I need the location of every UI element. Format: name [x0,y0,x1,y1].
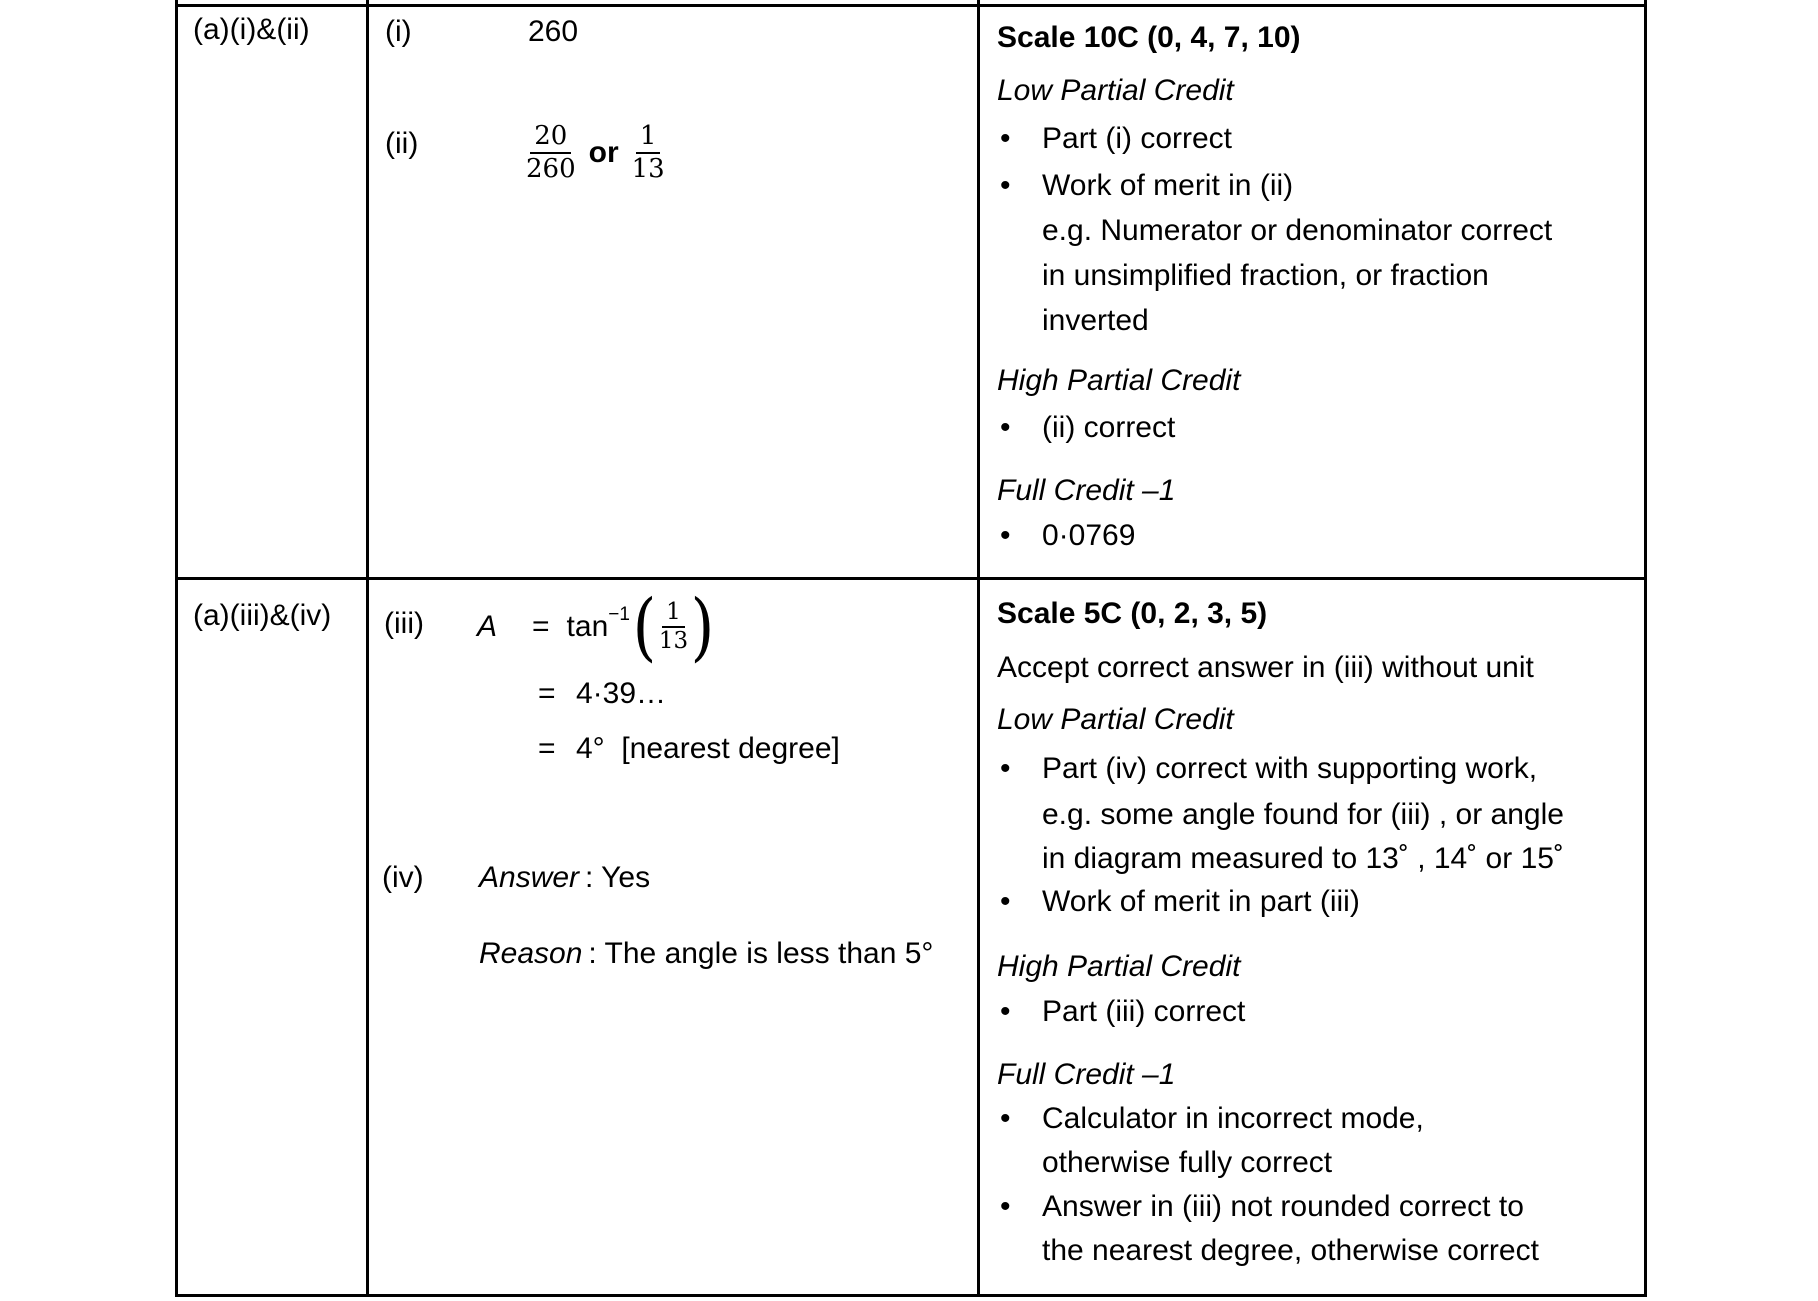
credit-bullet [1000,121,1232,157]
credit-level-heading: High Partial Credit [997,364,1241,397]
part-ii-label: (ii) [385,127,419,160]
credit-bullet-text: Answer in (iii) not rounded correct to [1042,1190,1524,1223]
credit-bullet [1000,410,1175,446]
credit-bullet [1000,751,1537,787]
credit-level-heading: Low Partial Credit [997,703,1234,736]
fraction-denominator: 13 [658,628,689,654]
credit-bullet-text: Work of merit in part (iii) [1042,885,1360,918]
credit-level-heading: High Partial Credit [997,950,1241,983]
fraction-denominator: 260 [526,154,576,184]
inverse-exponent: −1 [608,604,630,625]
equals-sign: = [538,677,556,710]
equation-value: 4·39… [576,677,667,710]
reason-word: Reason [479,937,583,970]
credit-level-heading: Low Partial Credit [997,74,1234,107]
function-name: tan [566,610,609,643]
credit-bullet-continuation: e.g. Numerator or denominator correct [1042,214,1553,247]
credit-bullet-continuation: in diagram measured to 13˚ , 14˚ or 15˚ [1042,842,1564,875]
credit-bullet [1000,168,1293,204]
equation-line-3 [538,731,840,767]
bullet-icon: • [1000,752,1011,785]
credit-bullet-text: 0·0769 [1042,519,1136,552]
equation-line-2 [538,676,666,712]
reason-line [479,936,933,972]
fraction [659,600,688,654]
column-divider-2 [977,4,980,1297]
bullet-icon: • [1000,122,1011,155]
credit-bullet [1000,518,1135,554]
fraction-numerator: 1 [662,600,685,628]
scale-heading: Scale 10C (0, 4, 7, 10) [997,21,1301,54]
row-label: (a)(i)&(ii) [193,13,310,46]
credit-bullet-continuation: otherwise fully correct [1042,1146,1333,1179]
part-iv-label: (iv) [382,861,424,894]
credit-bullet-continuation: inverted [1042,304,1149,337]
part-iii-label: (iii) [384,607,424,640]
row-label: (a)(iii)&(iv) [193,599,332,632]
credit-bullet [1000,884,1360,920]
credit-bullet-text: Part (i) correct [1042,122,1233,155]
accept-note: Accept correct answer in (iii) without unit [997,651,1534,684]
bullet-icon: • [1000,1102,1011,1135]
credit-bullet-text: Part (iii) correct [1042,995,1246,1028]
credit-bullet-continuation: the nearest degree, otherwise correct [1042,1234,1539,1267]
credit-level-heading: Full Credit –1 [997,474,1176,507]
credit-bullet-text: Calculator in incorrect mode, [1042,1102,1424,1135]
fraction [526,122,576,184]
credit-bullet [1000,994,1245,1030]
bullet-icon: • [1000,1190,1011,1223]
credit-bullet-continuation: in unsimplified fraction, or fraction [1042,259,1489,292]
credit-level-heading: Full Credit –1 [997,1058,1176,1091]
fraction [632,122,665,184]
equation-value: 4° [nearest degree] [576,732,840,765]
or-conjunction: or [588,136,619,169]
equals-sign: = [538,732,556,765]
column-divider-1 [366,4,369,1297]
part-i-answer: 260 [528,15,579,48]
fraction-denominator: 13 [631,154,665,184]
credit-bullet-text: (ii) correct [1042,411,1176,444]
credit-bullet-text: Part (iv) correct with supporting work, [1042,752,1538,785]
bullet-icon: • [1000,519,1011,552]
equation-variable: A [477,610,498,643]
credit-bullet [1000,1189,1524,1225]
bullet-icon: • [1000,995,1011,1028]
part-ii-answer [526,117,665,189]
fraction-numerator: 1 [636,122,661,154]
credit-bullet-continuation: e.g. some angle found for (iii) , or angle [1042,798,1564,831]
row-divider [175,577,1647,580]
answer-text: : Yes [585,861,651,894]
equation-line-1: A = tan −1 ( $\frac{1}{13}$ ) [477,584,715,670]
answer-word: Answer [479,861,580,894]
credit-bullet-text: Work of merit in (ii) [1042,169,1294,202]
scale-heading: Scale 5C (0, 2, 3, 5) [997,597,1268,630]
answer-line [479,860,650,896]
bullet-icon: • [1000,885,1011,918]
bullet-icon: • [1000,411,1011,444]
equals-sign: = [532,610,550,643]
fraction-numerator: 20 [530,122,571,154]
reason-text: : The angle is less than 5° [588,937,934,970]
part-i-label: (i) [385,15,412,48]
bullet-icon: • [1000,169,1011,202]
credit-bullet [1000,1101,1424,1137]
